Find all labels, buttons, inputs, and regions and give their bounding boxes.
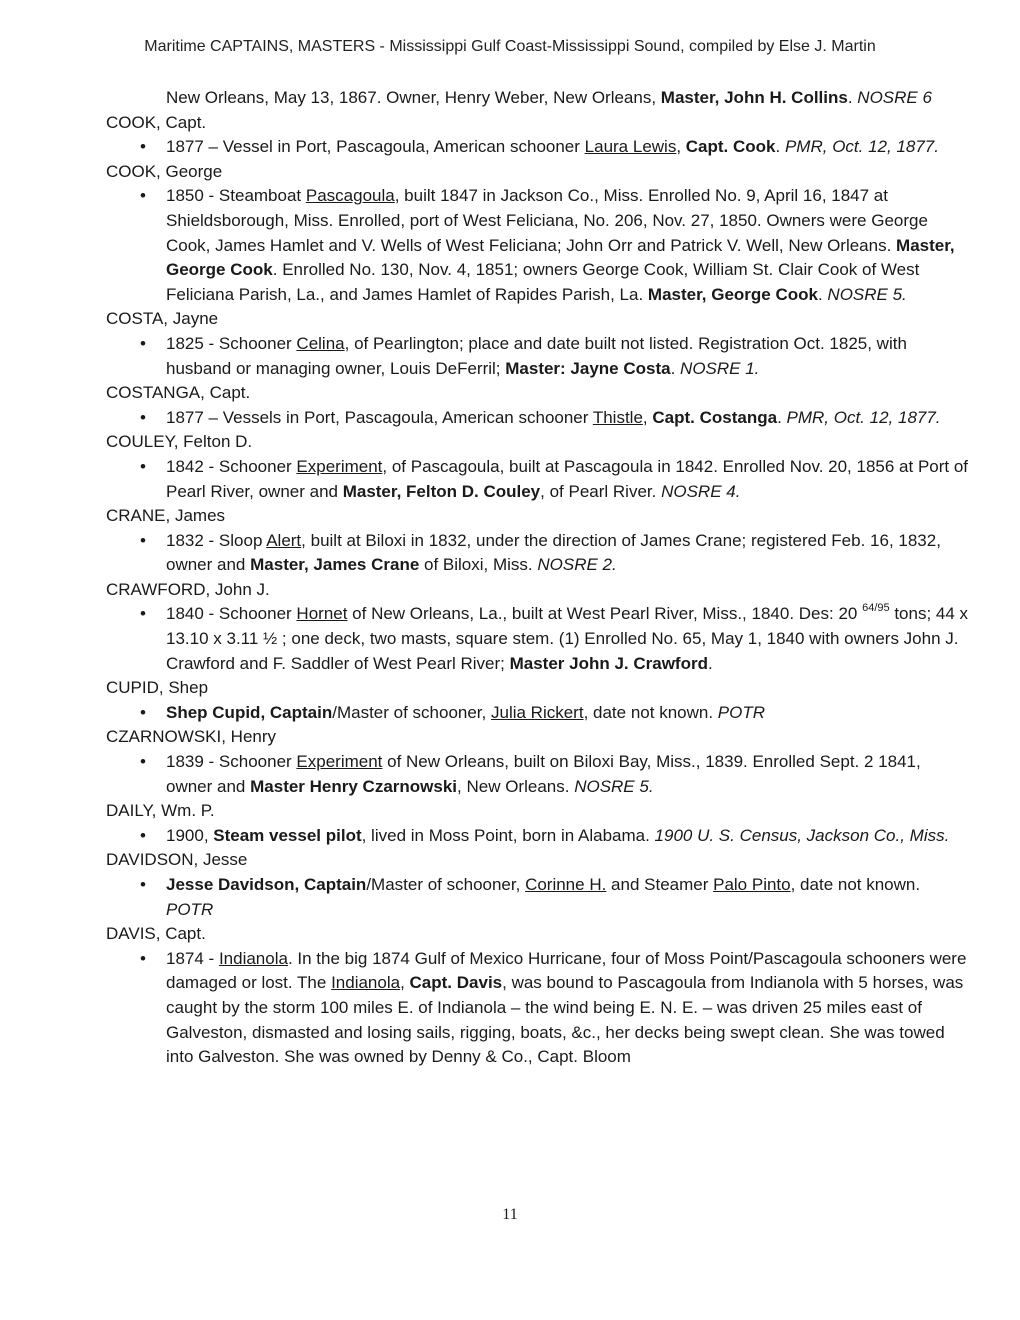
source-citation: POTR <box>166 899 214 919</box>
entry-bullets <box>106 455 970 504</box>
bullet-item <box>106 947 970 1070</box>
text-run: , date not known. <box>790 875 921 894</box>
captain-entry <box>106 725 970 799</box>
text-run: . <box>847 88 858 107</box>
bold-text: Steam vessel pilot <box>213 825 362 845</box>
entry-name: COULEY, Felton D. <box>106 432 253 452</box>
entry-bullets <box>106 529 970 578</box>
source-citation: NOSRE 5. <box>574 776 654 796</box>
text-run: /Master of schooner, <box>332 702 491 722</box>
captain-entry <box>106 307 970 381</box>
entry-name: DAVIDSON, Jesse <box>106 850 248 870</box>
text-run: /Master of schooner, <box>366 875 526 894</box>
entry-bullets <box>106 824 970 849</box>
text-run: , of Pascagoula, built at Pascagoula in 1842. Enrolled Nov. 20, 1856 at Port of Pearl River, owner and <box>166 456 969 501</box>
entry-bullets <box>106 332 970 381</box>
source-citation: NOSRE 5. <box>827 284 907 304</box>
source-citation: NOSRE 2. <box>537 555 617 575</box>
source-citation: NOSRE 4. <box>661 481 741 501</box>
captain-entry <box>106 799 970 848</box>
text-run: , New Orleans. <box>457 776 575 796</box>
bold-text: Master John J. Crawford <box>509 653 708 673</box>
source-citation: NOSRE 6 <box>857 88 932 107</box>
entry-name: CRANE, James <box>106 506 226 526</box>
text-run: 1877 – Vessels in Port, Pascagoula, American schooner <box>166 407 593 427</box>
text-run: 1874 - <box>166 948 219 968</box>
bullet-item <box>106 602 970 676</box>
entry-bullets <box>106 947 970 1070</box>
entry-bullets <box>106 701 970 726</box>
bold-text: Master, George Cook <box>647 284 818 304</box>
text-run: , <box>642 407 653 427</box>
bullet-item <box>106 455 970 504</box>
vessel-name: Indianola <box>331 973 401 993</box>
vessel-name: Alert <box>266 530 302 550</box>
text-run: and Steamer <box>606 875 714 894</box>
text-run: New Orleans, May 13, 1867. Owner, Henry Weber, New Orleans, <box>166 88 661 107</box>
vessel-name: Palo Pinto <box>713 875 791 894</box>
source-citation: POTR <box>717 702 766 722</box>
text-run: , <box>400 973 410 993</box>
bullet-item <box>106 873 970 922</box>
text-run: 1850 - Steamboat <box>166 186 306 206</box>
bold-text: Capt. Costanga <box>652 407 778 427</box>
bullet-item <box>106 529 970 578</box>
text-run: , <box>676 137 686 157</box>
bold-text: Master, John H. Collins <box>660 88 848 107</box>
captain-entry <box>106 111 970 160</box>
text-run: 1839 - Schooner <box>166 752 297 772</box>
bullet-item <box>106 135 970 160</box>
entry-name: DAVIS, Capt. <box>106 924 206 944</box>
bullet-item <box>106 824 970 849</box>
entry-bullets <box>106 406 970 431</box>
text-run: 1825 - Schooner <box>166 333 297 353</box>
bold-text: Jesse Davidson, Captain <box>166 875 367 894</box>
vessel-name: Julia Rickert <box>490 702 584 722</box>
captain-entry <box>106 676 970 725</box>
entry-name: CZARNOWSKI, Henry <box>106 727 277 747</box>
bold-text: Shep Cupid, Captain <box>166 702 333 722</box>
vessel-name: Corinne H. <box>525 875 607 894</box>
bold-text: Capt. Cook <box>685 137 776 157</box>
page-number: 11 <box>502 1206 518 1223</box>
text-run: of New Orleans, La., built at West Pearl River, Miss., 1840. Des: 20 <box>347 604 863 624</box>
vessel-name: Laura Lewis <box>584 137 677 157</box>
text-run: . In the big 1874 Gulf of Mexico Hurricane, four of Moss Point/Pascagoula schooners were damaged or lost. The <box>166 948 967 993</box>
entry-name: COSTANGA, Capt. <box>106 383 251 403</box>
text-run: . <box>707 653 713 673</box>
entry-name: CUPID, Shep <box>106 678 209 698</box>
bold-text: Master, George Cook <box>166 235 955 280</box>
bullet-item <box>106 750 970 799</box>
bold-text: Master, James Crane <box>250 555 420 575</box>
text-run: , built at Biloxi in 1832, under the direction of James Crane; registered Feb. 16, 1832, owner and <box>166 530 941 575</box>
text-run: 1840 - Schooner <box>166 604 297 624</box>
text-run: 1877 – Vessel in Port, Pascagoula, American schooner <box>166 137 585 157</box>
text-run: 1900, <box>166 825 214 845</box>
bold-text: Master, Felton D. Couley <box>342 481 541 501</box>
source-citation: PMR, Oct. 12, 1877. <box>786 407 941 427</box>
captain-entry <box>106 922 970 1070</box>
entry-name: COOK, George <box>106 161 223 181</box>
document-body <box>106 86 970 1070</box>
vessel-name: Experiment <box>296 752 383 772</box>
text-run: . <box>817 284 828 304</box>
text-run: , of Pearl River. <box>540 481 662 501</box>
text-run: tons; 44 x 13.10 x 3.11 ½ ; one deck, two masts, square stem. (1) Enrolled No. 65, May 1, 1840 with owners John J. Crawford and F. Saddler of West Pearl River; <box>166 604 969 673</box>
bullet-item <box>106 701 970 726</box>
vessel-name: Experiment <box>296 456 383 476</box>
captain-entry <box>106 381 970 430</box>
bold-text: Capt. Davis <box>409 973 503 993</box>
vessel-name: Hornet <box>296 604 348 624</box>
continuation-paragraph <box>166 86 970 111</box>
text-run: , built 1847 in Jackson Co., Miss. Enrolled No. 9, April 16, 1847 at Shieldsborough, Miss. Enrolled, port of West Feliciana, No. 206, Nov. 27, 1850. Owners were George Cook, James Hamlet and V. Wells of West Feliciana; John Orr and Patrick V. Well, New Orleans. <box>166 186 928 255</box>
entry-bullets <box>106 184 970 307</box>
source-citation: PMR, Oct. 12, 1877. <box>784 137 939 157</box>
superscript-fraction: 64/95 <box>862 602 890 615</box>
entry-bullets <box>106 135 970 160</box>
page-header: Maritime CAPTAINS, MASTERS - Mississippi Gulf Coast-Mississippi Sound, compiled by Else J. Martin <box>144 38 876 55</box>
entry-list <box>106 111 970 1070</box>
vessel-name: Indianola <box>218 948 288 968</box>
entry-bullets <box>106 602 970 676</box>
captain-entry <box>106 504 970 578</box>
entry-name: COSTA, Jayne <box>106 309 219 329</box>
entry-name: DAILY, Wm. P. <box>106 801 215 821</box>
text-run: . <box>777 407 787 427</box>
bullet-item <box>106 184 970 307</box>
vessel-name: Celina <box>296 333 345 353</box>
source-citation: NOSRE 1. <box>680 358 760 378</box>
text-run: 1842 - Schooner <box>166 456 297 476</box>
bold-text: Master Henry Czarnowski <box>250 776 458 796</box>
text-run: . <box>775 137 785 157</box>
vessel-name: Thistle <box>592 407 643 427</box>
captain-entry <box>106 578 970 676</box>
entry-name: CRAWFORD, John J. <box>106 579 270 599</box>
text-run: , date not known. <box>583 702 718 722</box>
vessel-name: Pascagoula <box>305 186 395 206</box>
bullet-item <box>106 406 970 431</box>
entry-name: COOK, Capt. <box>106 112 207 132</box>
text-run: of New Orleans, built on Biloxi Bay, Miss., 1839. Enrolled Sept. 2 1841, owner and <box>166 752 921 796</box>
text-run: of Biloxi, Miss. <box>419 555 538 575</box>
source-citation: 1900 U. S. Census, Jackson Co., Miss. <box>654 825 950 845</box>
captain-entry <box>106 848 970 922</box>
bullet-item <box>106 332 970 381</box>
text-run: , lived in Moss Point, born in Alabama. <box>361 825 655 845</box>
text-run: , of Pearlington; place and date built not listed. Registration Oct. 1825, with husband or managing owner, Louis DeFerril; <box>166 333 907 378</box>
text-run: 1832 - Sloop <box>166 530 267 550</box>
entry-bullets <box>106 873 970 922</box>
entry-bullets <box>106 750 970 799</box>
bold-text: Master: Jayne Costa <box>505 358 671 378</box>
captain-entry <box>106 430 970 504</box>
text-run: . Enrolled No. 130, Nov. 4, 1851; owners George Cook, William St. Clair Cook of West Feliciana Parish, La., and James Hamlet of Rapides Parish, La. <box>166 260 920 304</box>
text-run: . <box>670 358 681 378</box>
text-run: , was bound to Pascagoula from Indianola with 5 horses, was caught by the storm 100 miles E. of Indianola – the wind being E. N. E. – was driven 25 miles east of Galveston, dismasted and losing sails, rigging, boats, &c., her decks being swept clean. She was towed into Galveston. She was owned by Denny & Co., Capt. Bloom <box>166 973 964 1067</box>
captain-entry <box>106 160 970 308</box>
